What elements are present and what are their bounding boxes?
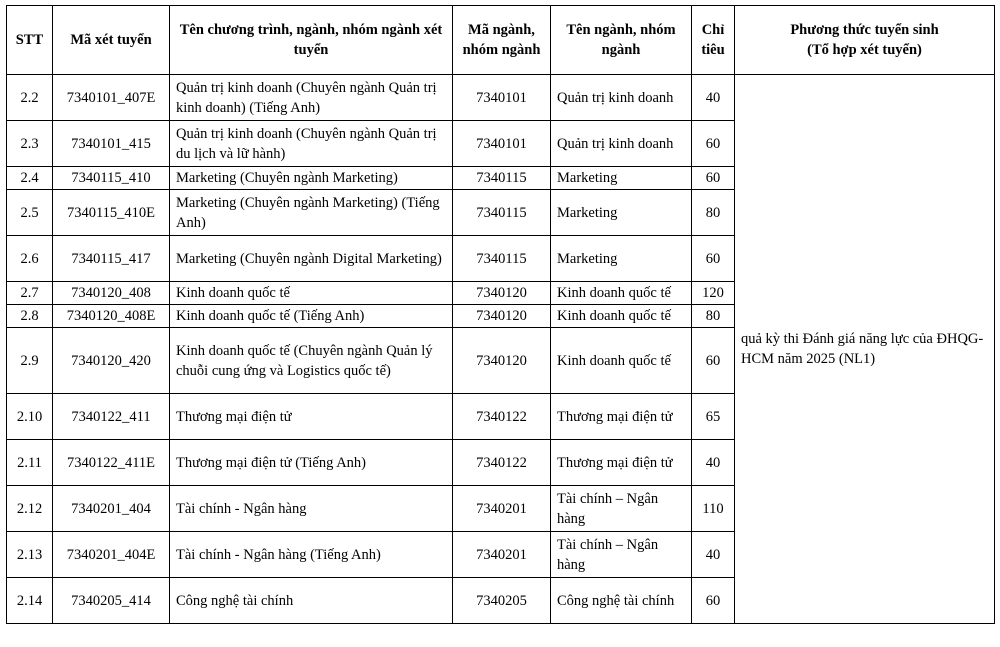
cell-ten-nganh: Kinh doanh quốc tế [551, 305, 692, 328]
cell-ten-nganh: Kinh doanh quốc tế [551, 282, 692, 305]
cell-chi-tieu: 40 [692, 532, 735, 578]
header-ma-xet-tuyen: Mã xét tuyển [53, 6, 170, 75]
cell-ma-xet-tuyen: 7340115_410 [53, 167, 170, 190]
cell-ten-nganh: Marketing [551, 190, 692, 236]
cell-chi-tieu: 110 [692, 486, 735, 532]
cell-phuong-thuc: quả kỳ thi Đánh giá năng lực của ĐHQG-HCM năm 2025 (NL1) [735, 75, 995, 624]
cell-chi-tieu: 60 [692, 578, 735, 624]
cell-ma-nganh: 7340115 [453, 236, 551, 282]
cell-ma-xet-tuyen: 7340120_408E [53, 305, 170, 328]
table-row [7, 75, 995, 121]
cell-ten-chuong-trinh: Marketing (Chuyên ngành Marketing) (Tiếng Anh) [170, 190, 453, 236]
cell-ma-xet-tuyen: 7340115_417 [53, 236, 170, 282]
cell-ten-nganh: Kinh doanh quốc tế [551, 328, 692, 394]
cell-chi-tieu: 80 [692, 190, 735, 236]
cell-stt: 2.10 [7, 394, 53, 440]
header-chi-tieu: Chỉ tiêu [692, 6, 735, 75]
cell-stt: 2.2 [7, 75, 53, 121]
cell-stt: 2.6 [7, 236, 53, 282]
cell-chi-tieu: 65 [692, 394, 735, 440]
cell-ma-xet-tuyen: 7340101_407E [53, 75, 170, 121]
cell-ma-xet-tuyen: 7340101_415 [53, 121, 170, 167]
cell-stt: 2.8 [7, 305, 53, 328]
header-ten-nganh: Tên ngành, nhóm ngành [551, 6, 692, 75]
cell-stt: 2.12 [7, 486, 53, 532]
cell-ten-nganh: Marketing [551, 236, 692, 282]
cell-ten-chuong-trinh: Kinh doanh quốc tế (Chuyên ngành Quản lý chuỗi cung ứng và Logistics quốc tế) [170, 328, 453, 394]
header-phuong-thuc [735, 6, 995, 75]
cell-stt: 2.5 [7, 190, 53, 236]
cell-stt: 2.4 [7, 167, 53, 190]
cell-ten-nganh: Tài chính – Ngân hàng [551, 532, 692, 578]
cell-stt: 2.13 [7, 532, 53, 578]
cell-ma-xet-tuyen: 7340205_414 [53, 578, 170, 624]
cell-ma-nganh: 7340122 [453, 440, 551, 486]
cell-ten-chuong-trinh: Kinh doanh quốc tế (Tiếng Anh) [170, 305, 453, 328]
cell-ma-xet-tuyen: 7340120_420 [53, 328, 170, 394]
cell-ten-nganh: Tài chính – Ngân hàng [551, 486, 692, 532]
cell-chi-tieu: 60 [692, 121, 735, 167]
cell-ma-nganh: 7340201 [453, 486, 551, 532]
cell-ma-nganh: 7340122 [453, 394, 551, 440]
cell-ma-nganh: 7340205 [453, 578, 551, 624]
header-phuong-thuc-line2: (Tổ hợp xét tuyển) [807, 42, 922, 58]
cell-ma-xet-tuyen: 7340120_408 [53, 282, 170, 305]
cell-stt: 2.7 [7, 282, 53, 305]
cell-ten-nganh: Marketing [551, 167, 692, 190]
cell-ten-chuong-trinh: Tài chính - Ngân hàng [170, 486, 453, 532]
admissions-table [6, 5, 995, 624]
cell-stt: 2.14 [7, 578, 53, 624]
header-stt: STT [7, 6, 53, 75]
cell-ten-chuong-trinh: Marketing (Chuyên ngành Digital Marketing) [170, 236, 453, 282]
cell-chi-tieu: 120 [692, 282, 735, 305]
cell-ma-nganh: 7340120 [453, 305, 551, 328]
cell-ten-chuong-trinh: Marketing (Chuyên ngành Marketing) [170, 167, 453, 190]
cell-ma-xet-tuyen: 7340201_404E [53, 532, 170, 578]
cell-ten-nganh: Thương mại điện tử [551, 440, 692, 486]
cell-chi-tieu: 40 [692, 440, 735, 486]
cell-chi-tieu: 40 [692, 75, 735, 121]
cell-ma-nganh: 7340120 [453, 282, 551, 305]
cell-ten-nganh: Thương mại điện tử [551, 394, 692, 440]
table-body [7, 75, 995, 624]
table-header [7, 6, 995, 75]
cell-ma-xet-tuyen: 7340122_411 [53, 394, 170, 440]
cell-ten-chuong-trinh: Quản trị kinh doanh (Chuyên ngành Quản trị kinh doanh) (Tiếng Anh) [170, 75, 453, 121]
cell-ma-nganh: 7340115 [453, 190, 551, 236]
cell-ten-chuong-trinh: Tài chính - Ngân hàng (Tiếng Anh) [170, 532, 453, 578]
cell-chi-tieu: 60 [692, 236, 735, 282]
cell-ma-nganh: 7340120 [453, 328, 551, 394]
cell-ten-chuong-trinh: Thương mại điện tử [170, 394, 453, 440]
cell-chi-tieu: 60 [692, 328, 735, 394]
cell-ma-xet-tuyen: 7340115_410E [53, 190, 170, 236]
cell-chi-tieu: 80 [692, 305, 735, 328]
cell-ten-nganh: Công nghệ tài chính [551, 578, 692, 624]
cell-ma-nganh: 7340115 [453, 167, 551, 190]
cell-stt: 2.9 [7, 328, 53, 394]
cell-ten-nganh: Quản trị kinh doanh [551, 121, 692, 167]
cell-ma-nganh: 7340201 [453, 532, 551, 578]
cell-ma-nganh: 7340101 [453, 121, 551, 167]
cell-stt: 2.3 [7, 121, 53, 167]
cell-ten-chuong-trinh: Kinh doanh quốc tế [170, 282, 453, 305]
header-ma-nganh: Mã ngành, nhóm ngành [453, 6, 551, 75]
cell-ten-chuong-trinh: Công nghệ tài chính [170, 578, 453, 624]
cell-stt: 2.11 [7, 440, 53, 486]
header-ten-chuong-trinh: Tên chương trình, ngành, nhóm ngành xét tuyển [170, 6, 453, 75]
cell-ma-nganh: 7340101 [453, 75, 551, 121]
cell-ten-chuong-trinh: Quản trị kinh doanh (Chuyên ngành Quản trị du lịch và lữ hành) [170, 121, 453, 167]
cell-ten-chuong-trinh: Thương mại điện tử (Tiếng Anh) [170, 440, 453, 486]
cell-ma-xet-tuyen: 7340201_404 [53, 486, 170, 532]
cell-ten-nganh: Quản trị kinh doanh [551, 75, 692, 121]
header-phuong-thuc-line1: Phương thức tuyển sinh [790, 22, 939, 38]
cell-ma-xet-tuyen: 7340122_411E [53, 440, 170, 486]
cell-chi-tieu: 60 [692, 167, 735, 190]
